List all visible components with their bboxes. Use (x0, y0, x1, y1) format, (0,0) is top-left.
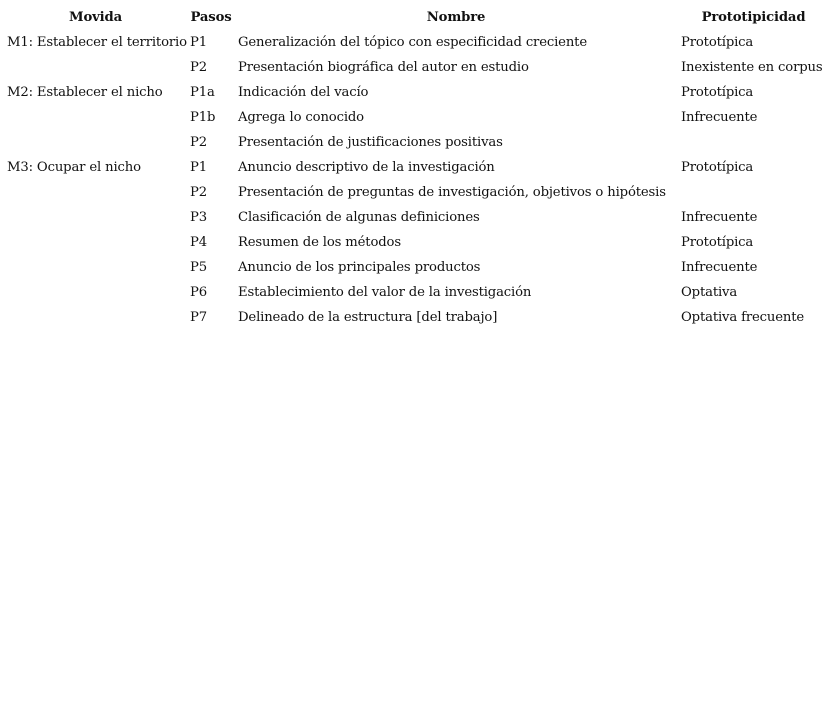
table-row (4, 180, 830, 205)
cell-prototipicidad (677, 180, 830, 205)
cell-nombre: Delineado de la estructura [del trabajo] (238, 310, 498, 325)
cell-movida: M2: Establecer el nicho (7, 85, 163, 100)
cell-prototipicidad: Prototípica (681, 235, 754, 250)
cell-movida (4, 305, 187, 330)
header-pasos: Pasos (190, 10, 232, 25)
cell-movida (4, 280, 187, 305)
cell-prototipicidad: Optativa frecuente (681, 310, 805, 325)
table-row (4, 205, 830, 230)
header-prototipicidad: Prototipicidad (701, 10, 806, 25)
cell-prototipicidad: Infrecuente (681, 210, 758, 225)
table-row (4, 255, 830, 280)
cell-paso: P4 (190, 235, 207, 250)
cell-nombre: Resumen de los métodos (238, 235, 401, 250)
cell-nombre: Presentación de justificaciones positivas (238, 135, 503, 150)
cell-movida (4, 55, 187, 80)
cell-prototipicidad: Infrecuente (681, 110, 758, 125)
cell-paso: P6 (190, 285, 207, 300)
cell-movida: M3: Ocupar el nicho (7, 160, 141, 175)
cell-nombre: Anuncio de los principales productos (238, 260, 481, 275)
table-header-row (4, 5, 830, 30)
cell-prototipicidad: Optativa (681, 285, 738, 300)
table-row (4, 105, 830, 130)
cell-paso: P2 (190, 135, 207, 150)
header-nombre: Nombre (426, 10, 486, 25)
cell-paso: P7 (190, 310, 207, 325)
cell-prototipicidad: Infrecuente (681, 260, 758, 275)
cell-nombre: Anuncio descriptivo de la investigación (238, 160, 495, 175)
cell-nombre: Generalización del tópico con especificidad creciente (238, 35, 587, 50)
cell-paso: P1b (190, 110, 216, 125)
table-row (4, 305, 830, 330)
cell-prototipicidad: Inexistente en corpus (681, 60, 823, 75)
moves-steps-table (4, 5, 830, 330)
cell-nombre: Clasificación de algunas definiciones (238, 210, 480, 225)
cell-paso: P1a (190, 85, 215, 100)
cell-movida (4, 130, 187, 155)
cell-movida (4, 230, 187, 255)
cell-nombre: Agrega lo conocido (238, 110, 364, 125)
cell-paso: P2 (190, 60, 207, 75)
cell-movida (4, 105, 187, 130)
cell-prototipicidad: Prototípica (681, 35, 754, 50)
document-page (4, 5, 830, 330)
cell-paso: P1 (190, 160, 207, 175)
header-movida: Movida (69, 10, 122, 25)
table-row (4, 230, 830, 255)
cell-nombre: Establecimiento del valor de la investigación (238, 285, 532, 300)
cell-movida (4, 205, 187, 230)
cell-movida: M1: Establecer el territorio (7, 35, 187, 50)
cell-prototipicidad: Prototípica (681, 160, 754, 175)
cell-paso: P5 (190, 260, 207, 275)
table-row (4, 30, 830, 55)
cell-nombre: Presentación de preguntas de investigación, objetivos o hipótesis (238, 185, 666, 200)
table-row (4, 280, 830, 305)
cell-paso: P2 (190, 185, 207, 200)
cell-prototipicidad: Prototípica (681, 85, 754, 100)
cell-movida (4, 255, 187, 280)
cell-paso: P1 (190, 35, 207, 50)
table-row (4, 80, 830, 105)
cell-movida (4, 180, 187, 205)
table-row (4, 130, 830, 155)
table-row (4, 155, 830, 180)
cell-paso: P3 (190, 210, 207, 225)
cell-nombre: Presentación biográfica del autor en estudio (238, 60, 529, 75)
table-row (4, 55, 830, 80)
cell-nombre: Indicación del vacío (238, 85, 369, 100)
cell-prototipicidad (677, 130, 830, 155)
